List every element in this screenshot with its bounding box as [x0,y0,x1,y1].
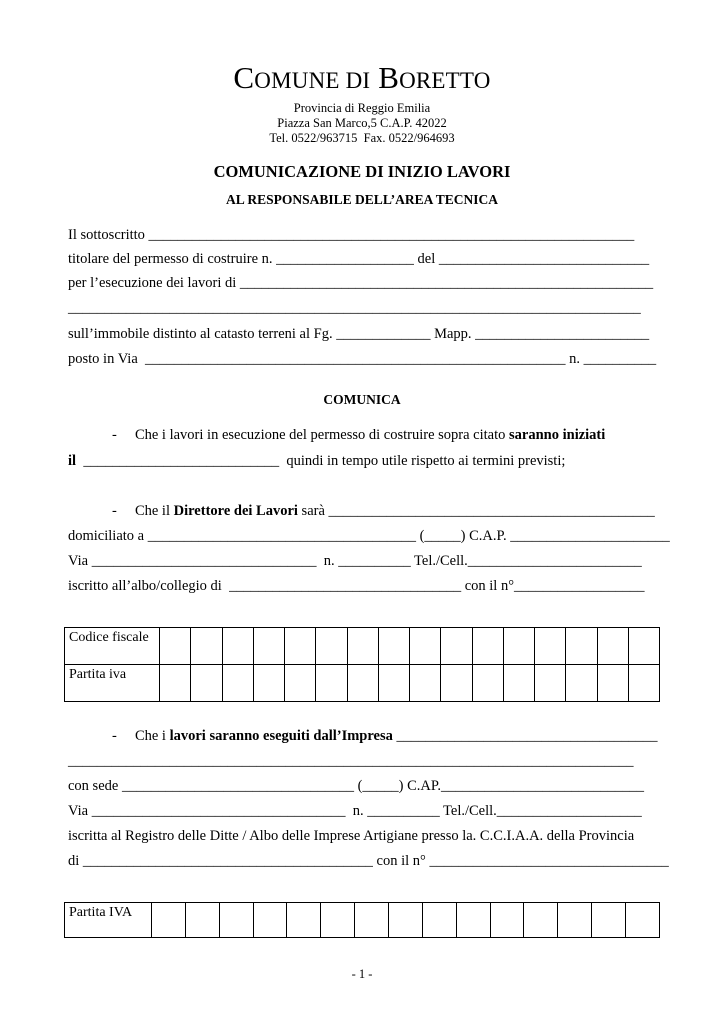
province-line: Provincia di Reggio Emilia [293,101,431,115]
company-street-line[interactable]: Via ___________________________________ n. __________ Tel./Cell.____________________ [68,803,642,819]
company-partita-iva-row [65,903,660,938]
company-name-continuation[interactable]: ______________________________________________________________________________ [68,753,634,769]
piva-cell[interactable] [191,665,222,702]
page-number: - 1 - [351,967,373,981]
cf-cell[interactable] [535,628,566,665]
vat-cell[interactable] [592,903,626,938]
partita-iva-label: Partita iva [65,665,160,702]
piva-cell[interactable] [253,665,284,702]
piva-cell[interactable] [566,665,597,702]
municipality-title: COMUNE DI BORETTO [233,60,491,95]
cf-cell[interactable] [222,628,253,665]
cf-cell[interactable] [191,628,222,665]
piva-cell[interactable] [316,665,347,702]
piva-cell[interactable] [597,665,628,702]
company-province-line[interactable]: di ________________________________________ con il n° _________________________________ [68,853,669,869]
piva-cell[interactable] [378,665,409,702]
partita-iva-row [65,665,660,702]
director-line[interactable]: - Che il Direttore dei Lavori sarà _____________________________________________ [112,503,655,519]
piva-cell[interactable] [347,665,378,702]
recipient-line: AL RESPONSABILE DELL’AREA TECNICA [226,192,498,207]
codice-fiscale-row [65,628,660,665]
cf-cell[interactable] [347,628,378,665]
vat-cell[interactable] [321,903,355,938]
vat-cell[interactable] [287,903,321,938]
start-date-line[interactable]: il ___________________________ quindi in tempo utile rispetto ai termini previsti; [68,453,566,469]
cf-cell[interactable] [597,628,628,665]
cf-cell[interactable] [160,628,191,665]
director-register-line[interactable]: iscritto all’albo/collegio di ________________________________ con il n°__________________ [68,578,645,594]
vat-cell[interactable] [152,903,186,938]
vat-cell[interactable] [253,903,287,938]
cf-cell[interactable] [472,628,503,665]
piva-cell[interactable] [628,665,659,702]
cadastral-line[interactable]: sull’immobile distinto al catasto terreni al Fg. _____________ Mapp. ________________________ [68,326,650,342]
vat-cell[interactable] [626,903,660,938]
works-description-line[interactable]: per l’esecuzione dei lavori di _________________________________________________________ [68,275,654,291]
codice-fiscale-label: Codice fiscale [65,628,160,665]
cf-cell[interactable] [441,628,472,665]
director-codes-table [64,627,660,702]
company-line[interactable]: - Che i lavori saranno eseguiti dall’Impresa ____________________________________ [112,728,658,744]
comunica-heading: COMUNICA [323,392,401,407]
cf-cell[interactable] [253,628,284,665]
director-domicile-line[interactable]: domiciliato a _____________________________________ (_____) C.A.P. ______________________ [68,528,670,544]
company-partita-iva-label: Partita IVA [65,903,152,938]
works-description-continuation[interactable]: _______________________________________________________________________________ [68,300,641,316]
cf-cell[interactable] [316,628,347,665]
vat-cell[interactable] [524,903,558,938]
address-line: Piazza San Marco,5 C.A.P. 42022 [277,116,447,130]
phone-fax-line: Tel. 0522/963715 Fax. 0522/964693 [269,131,455,145]
piva-cell[interactable] [441,665,472,702]
piva-cell[interactable] [160,665,191,702]
piva-cell[interactable] [222,665,253,702]
vat-cell[interactable] [355,903,389,938]
piva-cell[interactable] [410,665,441,702]
vat-cell[interactable] [389,903,423,938]
vat-cell[interactable] [422,903,456,938]
company-seat-line[interactable]: con sede ________________________________ (_____) C.AP.____________________________ [68,778,644,794]
start-works-line: - Che i lavori in esecuzione del permesso di costruire sopra citato saranno iniziati [112,427,606,443]
vat-cell[interactable] [558,903,592,938]
director-street-line[interactable]: Via _______________________________ n. __________ Tel./Cell.________________________ [68,553,642,569]
company-vat-table [64,902,660,938]
piva-cell[interactable] [535,665,566,702]
form-title: COMUNICAZIONE DI INIZIO LAVORI [213,162,511,181]
cf-cell[interactable] [285,628,316,665]
permit-number-line[interactable]: titolare del permesso di costruire n. ___________________ del _____________________________ [68,251,650,267]
cf-cell[interactable] [410,628,441,665]
street-line[interactable]: posto in Via __________________________________________________________ n. __________ [68,351,657,367]
applicant-name-line[interactable]: Il sottoscritto ___________________________________________________________________ [68,227,635,243]
cf-cell[interactable] [378,628,409,665]
company-register-line: iscritta al Registro delle Ditte / Albo delle Imprese Artigiane presso la. C.C.I.A.A. della Provincia [68,828,635,844]
vat-cell[interactable] [185,903,219,938]
cf-cell[interactable] [503,628,534,665]
piva-cell[interactable] [285,665,316,702]
piva-cell[interactable] [472,665,503,702]
vat-cell[interactable] [219,903,253,938]
vat-cell[interactable] [456,903,490,938]
cf-cell[interactable] [628,628,659,665]
piva-cell[interactable] [503,665,534,702]
cf-cell[interactable] [566,628,597,665]
vat-cell[interactable] [490,903,524,938]
